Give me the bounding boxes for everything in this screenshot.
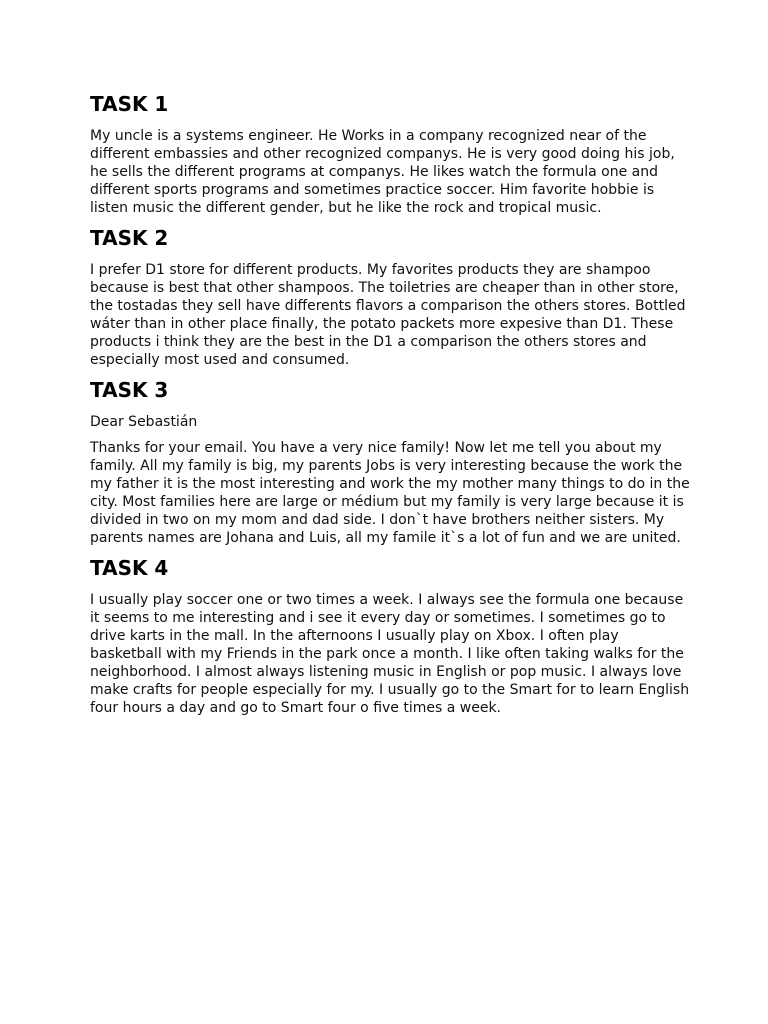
task-2-paragraph: I prefer D1 store for different products. My favorites products they are shampoo because is best that other shampoos. The toiletries are cheaper than in other store, the tostadas they sell have differents flavors a comparison the others stores. Bottled wáter than in other place finally, the potato packets more expesive than D1. These products i think they are the best in the D1 a comparison the others stores and especially most used and consumed. xyxy=(90,262,686,368)
task-1-section xyxy=(90,91,690,217)
task-3-section xyxy=(90,377,690,547)
task-4-paragraph: I usually play soccer one or two times a week. I always see the formula one because it seems to me interesting and i see it every day or sometimes. I sometimes go to drive karts in the mall. In the afternoons I usually play on Xbox. I often play basketball with my Friends in the park once a month. I like often taking walks for the neighborhood. I almost always listening music in English or pop music. I always love make crafts for people especially for my. I usually go to the Smart for to learn English four hours a day and go to Smart four o five times a week. xyxy=(90,592,690,716)
task-3-heading: TASK 3 xyxy=(90,378,169,402)
task-2-heading: TASK 2 xyxy=(90,226,169,250)
document-page xyxy=(90,91,690,725)
task-3-salutation: Dear Sebastián xyxy=(90,414,198,430)
task-4-section xyxy=(90,555,690,717)
task-1-paragraph: My uncle is a systems engineer. He Works in a company recognized near of the different embassies and other recognized companys. He is very good doing his job, he sells the different programs at companys. He likes watch the formula one and different sports programs and sometimes practice soccer. Him favorite hobbie is listen music the different gender, but he like the rock and tropical music. xyxy=(90,128,675,216)
task-4-heading: TASK 4 xyxy=(90,556,169,580)
task-1-heading: TASK 1 xyxy=(90,92,169,116)
task-3-paragraph: Thanks for your email. You have a very nice family! Now let me tell you about my family. All my family is big, my parents Jobs is very interesting because the work the my father it is the most interesting and work the my mother many things to do in the city. Most families here are large or médium but my family is very large because it is divided in two on my mom and dad side. I don`t have brothers neither sisters. My parents names are Johana and Luis, all my famile it`s a lot of fun and we are united. xyxy=(90,440,690,546)
task-2-section xyxy=(90,225,690,369)
